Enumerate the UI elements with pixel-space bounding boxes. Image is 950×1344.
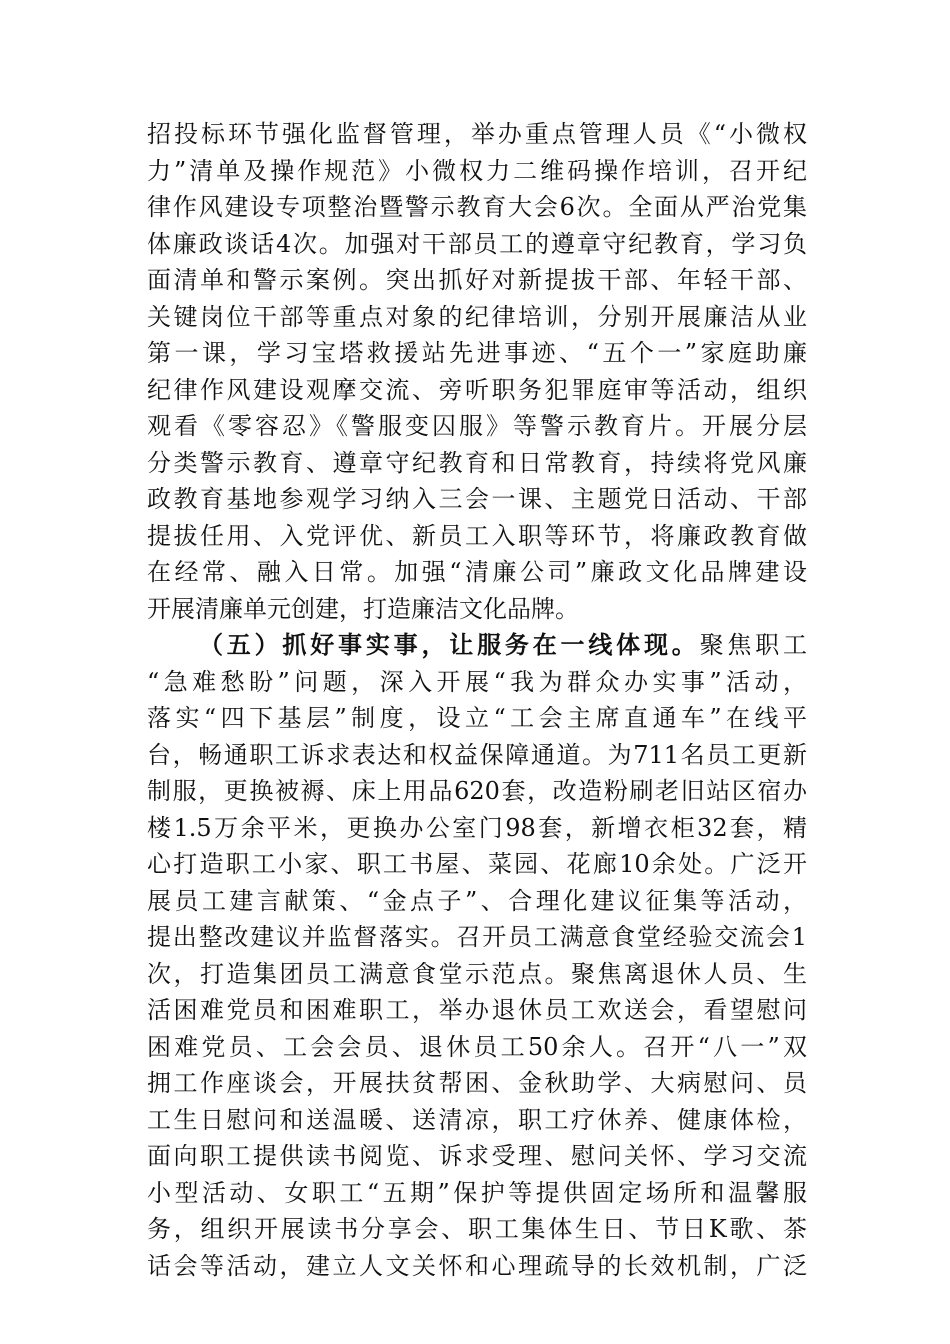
text-line: 话会等活动，建立人文关怀和心理疏导的长效机制，广泛 — [147, 1251, 807, 1280]
text-line: 活困难党员和困难职工，举办退休员工欢送会，看望慰问 — [147, 996, 807, 1024]
text-line: 展员工建言献策、“金点子”、合理化建议征集等活动， — [147, 886, 807, 915]
text-line: 小型活动、女职工“五期”保护等提供固定场所和温馨服 — [147, 1178, 807, 1207]
paragraph-end-line: 开展清廉单元创建，打造廉洁文化品牌。 — [147, 594, 579, 623]
text-line: 台，畅通职工诉求表达和权益保障通道。为711名员工更新 — [147, 740, 807, 769]
text-line: 政教育基地参观学习纳入三会一课、主题党日活动、干部 — [147, 485, 807, 513]
text-line: “急难愁盼”问题，深入开展“我为群众办实事”活动， — [147, 667, 807, 696]
text-line: 在经常、融入日常。加强“清廉公司”廉政文化品牌建设 — [147, 558, 807, 586]
text-line: 力”清单及操作规范》小微权力二维码操作培训，召开纪 — [147, 156, 807, 185]
text-line: 心打造职工小家、职工书屋、菜园、花廊10余处。广泛开 — [147, 850, 807, 878]
text-line: 工生日慰问和送温暖、送清凉，职工疗休养、健康体检， — [147, 1105, 807, 1134]
text-line: 观看《零容忍》《警服变囚服》等警示教育片。开展分层 — [147, 412, 807, 440]
text-line: 制服，更换被褥、床上用品620套，改造粉刷老旧站区宿办 — [147, 777, 807, 805]
text-line: 次，打造集团员工满意食堂示范点。聚焦离退休人员、生 — [147, 959, 807, 988]
section-heading-rest: 聚焦职工 — [699, 631, 808, 659]
text-line: 纪律作风建设观摩交流、旁听职务犯罪庭审等活动，组织 — [147, 375, 807, 404]
text-line: 楼1.5万余平米，更换办公室门98套，新增衣柜32套，精 — [147, 813, 807, 842]
text-line: 关键岗位干部等重点对象的纪律培训，分别开展廉洁从业 — [147, 302, 807, 331]
text-line: 招投标环节强化监督管理，举办重点管理人员《“小微权 — [147, 120, 807, 148]
section-heading-line — [147, 627, 807, 664]
text-line: 面向职工提供读书阅览、诉求受理、慰问关怀、学习交流 — [147, 1142, 807, 1170]
text-line: 面清单和警示案例。突出抓好对新提拔干部、年轻干部、 — [147, 266, 807, 294]
section-heading: （五）抓好事实事，让服务在一线体现。 — [199, 630, 700, 659]
text-line: 提出整改建议并监督落实。召开员工满意食堂经验交流会1 — [147, 923, 807, 951]
text-line: 拥工作座谈会，开展扶贫帮困、金秋助学、大病慰问、员 — [147, 1069, 807, 1097]
text-line: 体廉政谈话4次。加强对干部员工的遵章守纪教育，学习负 — [147, 229, 807, 258]
text-line: 提拔任用、入党评优、新员工入职等环节，将廉政教育做 — [147, 521, 807, 550]
text-line: 落实“四下基层”制度，设立“工会主席直通车”在线平 — [147, 704, 807, 732]
document-body — [147, 116, 807, 1284]
text-line: 困难党员、工会会员、退休员工50余人。召开“八一”双 — [147, 1032, 807, 1061]
text-line: 律作风建设专项整治暨警示教育大会6次。全面从严治党集 — [147, 193, 807, 221]
text-line: 分类警示教育、遵章守纪教育和日常教育，持续将党风廉 — [147, 448, 807, 477]
text-line: 务，组织开展读书分享会、职工集体生日、节日K歌、茶 — [147, 1215, 807, 1243]
text-line: 第一课，学习宝塔救援站先进事迹、“五个一”家庭助廉 — [147, 339, 807, 367]
